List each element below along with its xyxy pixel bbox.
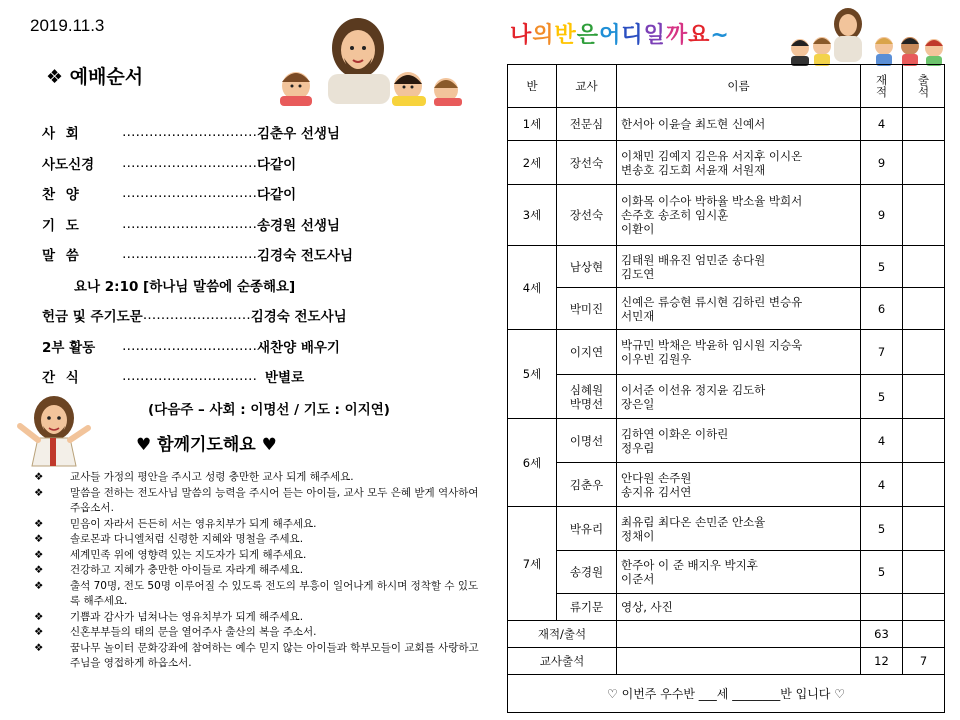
- student-names-line: 이환이: [621, 222, 655, 236]
- prayer-item: ❖ 꿈나무 놀이터 문화강좌에 참여하는 예수 믿지 않는 아이들과 학부모들이 교회를 사랑하고 주님을 영접하게 하옵소서.: [34, 641, 484, 672]
- prayer-list: [34, 470, 484, 672]
- prayer-item: ❖ 출석 70명, 전도 50명 이루어질 수 있도록 전도의 부흥이 일어나게 하시며 정착할 수 있도록 해주세요.: [34, 579, 484, 610]
- student-names: [617, 507, 861, 551]
- teacher-attendance-label: 교사출석: [508, 648, 617, 675]
- bullet-icon: ❖: [34, 564, 44, 576]
- prayer-title: ♥ 함께기도해요 ♥: [136, 435, 277, 455]
- teacher-attendance-row: [508, 648, 945, 675]
- order-role: 찬 양: [42, 187, 82, 204]
- best-class-row: [508, 675, 945, 713]
- header-teacher: 교사: [557, 65, 617, 108]
- order-person: 새찬양 배우기: [257, 339, 340, 356]
- prayer-item: ❖ 교사들 가정의 평안을 주시고 성령 충만한 교사 되게 해주세요.: [34, 470, 484, 486]
- title-character: 디: [621, 23, 644, 48]
- student-names-line: 변송호 김도희 서윤재 서원재: [621, 162, 766, 177]
- bullet-icon: ❖: [34, 548, 44, 561]
- student-names-line: 이준서: [621, 572, 655, 586]
- student-names-line: 이채민 김예지 김은유 서지후 이시온: [621, 148, 803, 163]
- title-character: 나: [510, 23, 533, 48]
- prayer-item: ❖ 건강하고 지혜가 충만한 아이들로 자라게 해주세요.: [34, 563, 484, 579]
- jesus-with-children-illustration: [258, 14, 476, 106]
- student-names: [617, 141, 861, 185]
- table-row: 심혜원 박명선 이서준 이선유 정지윤 김도하 장은일 5: [508, 375, 945, 419]
- order-role: 헌금 및 주기도문: [42, 309, 143, 326]
- bullet-icon: ❖: [34, 579, 44, 592]
- table-row: 2세 장선숙 이채민 김예지 김은유 서지후 이시온 변송호 김도희 서윤재 서원재 9: [508, 141, 945, 185]
- table-row: 6세 이명선 김하연 이화온 이하린 정우림 4: [508, 419, 945, 463]
- student-names-line: 안다원 손주원: [621, 470, 692, 485]
- order-row: [42, 209, 442, 240]
- teacher-enrolled: 12: [861, 648, 903, 675]
- prayer-item: ❖ 세계민족 위에 영향력 있는 지도자가 되게 해주세요.: [34, 548, 484, 564]
- table-row: 1세 전문심 한서아 이윤슬 최도현 신예서 4: [508, 108, 945, 141]
- worship-order-title: ❖ 예배순서: [46, 66, 144, 88]
- student-names: [617, 246, 861, 288]
- title-character: 일: [643, 23, 666, 48]
- student-names: [617, 330, 861, 375]
- header-class: 반: [508, 65, 557, 108]
- student-names-line: 박규민 박채은 박윤하 임시원 지승욱: [621, 338, 803, 352]
- table-row: 박미진 신예은 류승현 류시현 김하린 변승유 서민재 6: [508, 288, 945, 330]
- order-row: [42, 148, 442, 179]
- best-class-note: ♡ 이번주 우수반 ___세 ________반 입니다 ♡: [508, 675, 945, 713]
- order-role: 간 식: [42, 370, 82, 387]
- student-names-line: 한서아 이윤슬 최도현 신예서: [621, 117, 766, 131]
- order-role: 사 회: [42, 126, 82, 143]
- class-roster-table: [507, 64, 945, 713]
- order-role: 2부 활동: [42, 339, 96, 356]
- order-person: 다같이: [257, 187, 297, 204]
- student-names-line: 정우림: [621, 440, 655, 455]
- class-roster-title: [510, 18, 730, 49]
- order-person: 다같이: [257, 156, 297, 173]
- order-dots: …………………………: [122, 124, 257, 141]
- bulletin-date: 2019.11.3: [30, 16, 105, 35]
- bullet-icon: ❖: [34, 626, 44, 638]
- order-dots: …………………………: [122, 246, 257, 263]
- order-dots: …………………………: [122, 215, 257, 232]
- student-names: [617, 551, 861, 594]
- bullet-icon: ❖: [34, 610, 44, 623]
- order-person: 김경숙 전도사님: [250, 309, 347, 326]
- children-cartoon-illustration: [786, 4, 946, 66]
- title-character: 의: [532, 23, 555, 48]
- title-character: 요: [688, 23, 711, 48]
- table-row: 5세 이지연 박규민 박채은 박윤하 임시원 지승욱 이우빈 김원우 7: [508, 330, 945, 375]
- order-row: [42, 331, 442, 362]
- prayer-item: ❖ 믿음이 자라서 든든히 서는 영유치부가 되게 해주세요.: [34, 517, 484, 533]
- order-dots: …………………………: [122, 337, 257, 354]
- student-names-line: 김하연 이화온 이하린: [621, 426, 729, 441]
- student-names-line: 김태원 배유진 엄민준 송다원: [621, 252, 766, 267]
- table-row: 4세 남상현 김태원 배유진 엄민준 송다원 김도연 5: [508, 246, 945, 288]
- bullet-icon: ❖: [34, 641, 44, 654]
- order-row: [42, 361, 442, 392]
- prayer-item: ❖ 말씀을 전하는 전도사님 말씀의 능력을 주시어 듣는 아이들, 교사 모두 은혜 받게 역사하여 주옵소서.: [34, 486, 484, 517]
- student-names: [617, 419, 861, 463]
- order-person: 반별로: [265, 370, 305, 387]
- title-character: 어: [599, 23, 622, 48]
- student-names-line: 영상, 사진: [621, 600, 673, 614]
- student-names-line: 이서준 이선유 정지윤 김도하: [621, 382, 766, 397]
- student-names-line: 장은일: [621, 396, 655, 411]
- bullet-icon: ❖: [34, 533, 44, 545]
- student-names-line: 이화목 이수아 박하율 박소율 박희서: [621, 194, 803, 208]
- student-names-line: 신예은 류승현 류시현 김하린 변승유: [621, 294, 803, 309]
- student-names: [617, 375, 861, 419]
- total-label: 재적/출석: [508, 621, 617, 648]
- table-row: 송경원 한주아 이 준 배지우 박지후 이준서 5: [508, 551, 945, 594]
- order-dots: …………………………: [122, 185, 257, 202]
- order-role: 말 씀: [42, 248, 82, 265]
- order-person: 김경숙 전도사님: [257, 248, 353, 265]
- bullet-icon: ❖: [34, 486, 44, 499]
- student-names-line: 손주호 송조히 임시훈: [621, 208, 729, 222]
- worship-order-list: [42, 117, 442, 392]
- student-names-line: 이우빈 김원우: [621, 352, 692, 366]
- header-enrolled: 재적: [861, 65, 903, 108]
- table-row: 김춘우 안다원 손주원 송지유 김서연 4: [508, 463, 945, 507]
- order-row: [42, 178, 442, 209]
- total-enrolled: 63: [861, 621, 903, 648]
- title-character: ~: [710, 23, 730, 48]
- order-row: [42, 117, 442, 148]
- order-role: 사도신경: [42, 156, 95, 173]
- bullet-icon: ❖: [34, 471, 44, 483]
- table-row: 류기문 영상, 사진: [508, 594, 945, 621]
- next-week-note: (다음주 – 사회 : 이명선 / 기도 : 이지연): [148, 402, 390, 418]
- student-names-line: 한주아 이 준 배지우 박지후: [621, 558, 758, 572]
- title-character: 은: [576, 23, 600, 48]
- prayer-item: ❖ 신혼부부들의 태의 문을 열어주사 출산의 복을 주소서.: [34, 625, 484, 641]
- prayer-item: ❖ 솔로몬과 다니엘처럼 신령한 지혜와 명철을 주세요.: [34, 532, 484, 548]
- student-names: [617, 185, 861, 246]
- scripture-verse: 요나 2:10 [하나님 말씀에 순종해요]: [74, 278, 296, 295]
- table-header-row: [508, 65, 945, 108]
- cartoon-jesus-illustration: [14, 392, 94, 470]
- header-names: 이름: [617, 65, 861, 108]
- student-names-line: 김도연: [621, 266, 655, 281]
- student-names-line: 최유림 최다온 손민준 안소율: [621, 514, 766, 529]
- student-names: [617, 594, 861, 621]
- table-row: 7세 박유리 최유림 최다온 손민준 안소율 정채이 5: [508, 507, 945, 551]
- order-role: 기 도: [42, 217, 82, 234]
- student-names-line: 서민재: [621, 308, 655, 323]
- header-attend: 출석: [903, 65, 945, 108]
- order-dots: ……………………: [142, 307, 251, 324]
- student-names: [617, 288, 861, 330]
- bullet-icon: ❖: [34, 517, 44, 530]
- title-character: 반: [554, 23, 577, 48]
- student-names-line: 송지유 김서연: [621, 484, 692, 499]
- teacher-attend: 7: [903, 648, 945, 675]
- order-person: 송경원 선생님: [257, 217, 340, 234]
- order-row: [42, 239, 442, 270]
- student-names-line: 정채이: [621, 528, 655, 543]
- total-row: [508, 621, 945, 648]
- order-row: [42, 300, 442, 331]
- prayer-item: ❖ 기쁨과 감사가 넘쳐나는 영유치부가 되게 해주세요.: [34, 610, 484, 626]
- order-dots: …………………………: [122, 154, 257, 171]
- student-names: [617, 463, 861, 507]
- student-names: [617, 108, 861, 141]
- title-character: 까: [665, 23, 689, 48]
- order-person: 김춘우 선생님: [257, 126, 340, 143]
- order-dots: …………………………: [122, 368, 257, 385]
- table-row: 3세 장선숙 이화목 이수아 박하율 박소율 박희서 손주호 송조히 임시훈 이환이 9: [508, 185, 945, 246]
